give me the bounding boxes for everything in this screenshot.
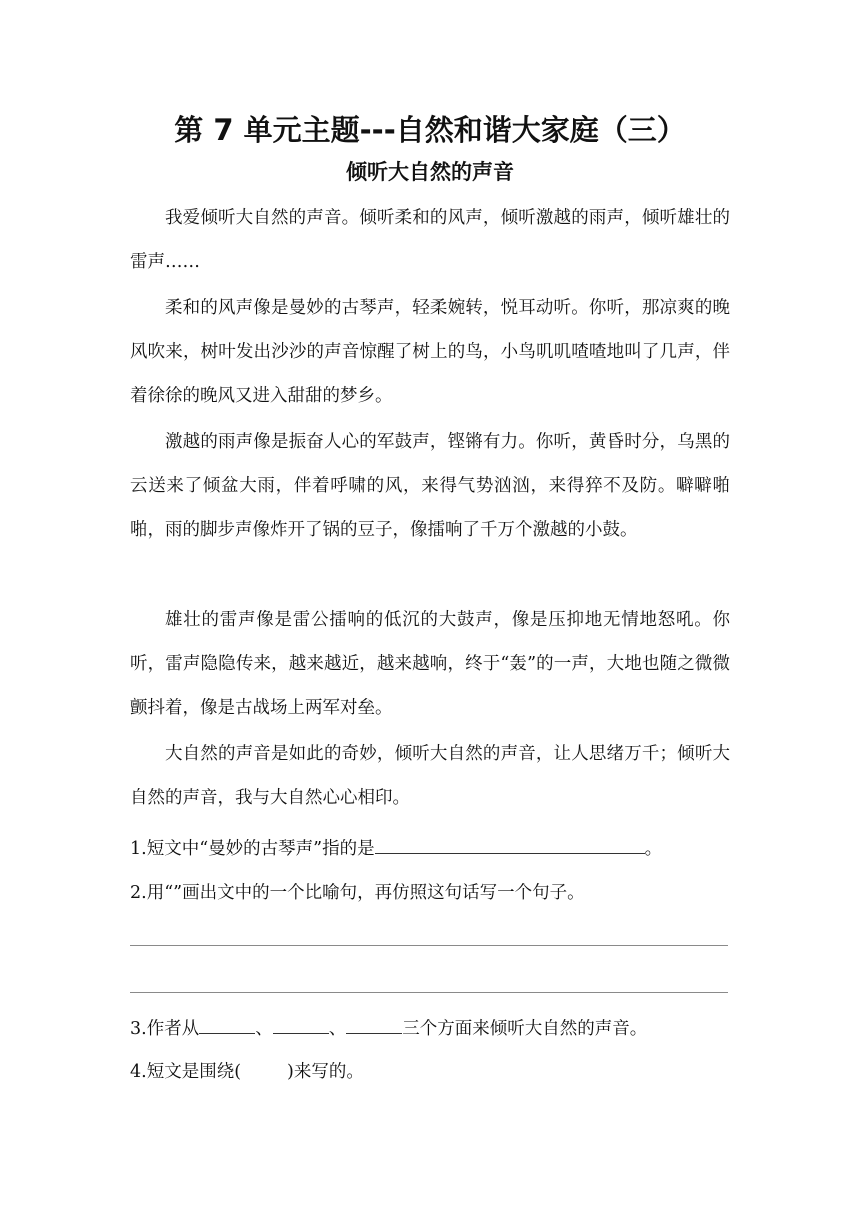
page-title: 第 7 单元主题---自然和谐大家庭（三） [174, 113, 686, 147]
passage-title: 倾听大自然的声音 [346, 160, 514, 184]
question-4 [130, 1057, 750, 1087]
question-2: 2.用“”画出文中的一个比喻句，再仿照这句话写一个句子。 [130, 883, 585, 903]
question-1-text: 1.短文中“曼妙的古琴声”指的是 [130, 839, 375, 859]
separator: 、 [328, 1019, 347, 1039]
separator: 、 [255, 1019, 273, 1039]
question-3 [130, 1014, 750, 1044]
answer-blank-3a[interactable] [199, 1015, 255, 1034]
question-4-text: 4.短文是围绕( [130, 1062, 242, 1082]
paragraph-5: 大自然的声音是如此的奇妙，倾听大自然的声音，让人思绪万千；倾听大自然的声音，我与大自然心心相印。 [130, 744, 730, 808]
paragraph-1: 我爱倾听大自然的声音。倾听柔和的风声，倾听激越的雨声，倾听雄壮的雷声…… [130, 208, 730, 272]
question-4-end: )来写的。 [287, 1062, 364, 1082]
answer-line-1[interactable] [130, 945, 728, 946]
paragraph-4: 雄壮的雷声像是雷公擂响的低沉的大鼓声，像是压抑地无情地怒吼。你听，雷声隐隐传来，越来越近，越来越响，终于“轰”的一声，大地也随之微微颤抖着，像是古战场上两军对垒。 [130, 610, 730, 718]
question-1 [130, 834, 750, 864]
question-3-text: 3.作者从 [130, 1019, 200, 1039]
paragraph-3: 激越的雨声像是振奋人心的军鼓声，铿锵有力。你听，黄昏时分，乌黑的云送来了倾盆大雨，伴着呼啸的风，来得气势汹汹，来得猝不及防。噼噼啪啪，雨的脚步声像炸开了锅的豆子，像擂响了千万个激越的小鼓。 [130, 432, 730, 540]
paragraph-2: 柔和的风声像是曼妙的古琴声，轻柔婉转，悦耳动听。你听，那凉爽的晚风吹来，树叶发出沙沙的声音惊醒了树上的鸟，小鸟叽叽喳喳地叫了几声，伴着徐徐的晚风又进入甜甜的梦乡。 [130, 298, 730, 406]
answer-blank-1[interactable] [375, 835, 645, 854]
question-3-end: 三个方面来倾听大自然的声音。 [402, 1019, 648, 1039]
question-1-end: 。 [644, 839, 663, 859]
answer-blank-3c[interactable] [346, 1015, 402, 1034]
answer-blank-3b[interactable] [273, 1015, 329, 1034]
answer-line-2[interactable] [130, 992, 728, 993]
